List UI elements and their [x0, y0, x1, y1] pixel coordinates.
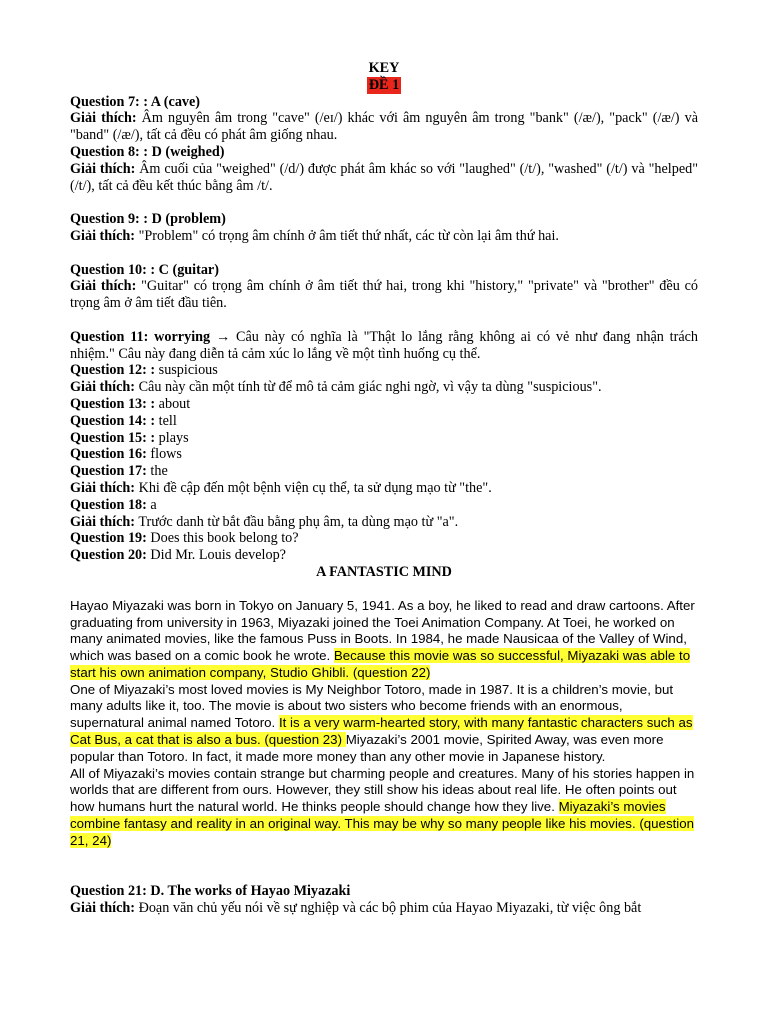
- highlight-q21-24: Miyazaki’s movies combine fantasy and reality in an original way. This may be why so many people like his movies. (question 21, 24): [70, 799, 695, 848]
- doc-header: [70, 60, 698, 94]
- paragraph-2: One of Miyazaki’s most loved movies is My Neighbor Totoro, made in 1987. It is a children’s movie, but many adults like it, too. The movie is about two sisters who become friends with an enormous, supernatural animal named Totoro. It is a very warm-hearted story, with many fantastic characters such as Cat Bus, a cat that is also a bus. (question 23) Miyazaki’s 2001 movie, Spirited Away, was even more popular than Totoro. In fact, it made more money than any other movie in Japanese history.: [70, 681, 693, 764]
- answer-q7: [70, 94, 698, 144]
- explanation-text: "Guitar" có trọng âm chính ở âm tiết thứ hai, trong khi "history," "private" và "brother" đều có trọng âm ở âm tiết đầu tiên.: [70, 278, 698, 312]
- question-heading: Question 21: D. The works of Hayao Miyazaki: [70, 883, 351, 900]
- explanation-text: Âm cuối của "weighed" (/d/) được phát âm khác so với "laughed" (/t/), "washed" (/t/) và "helped" (/t/), tất cả đều kết thúc bằng âm /t/.: [70, 160, 699, 194]
- highlight-q23: It is a very warm-hearted story, with many fantastic characters such as Cat Bus, a cat that is also a bus. (question 23): [70, 715, 693, 748]
- list-item: Giải thích: Câu này cần một tính từ để mô tả cảm giác nghi ngờ, vì vậy ta dùng "suspicious".: [70, 379, 602, 396]
- question-heading: Question 8: : D (weighed): [70, 143, 225, 160]
- explanation-text: "Problem" có trọng âm chính ở âm tiết thứ nhất, các từ còn lại âm thứ hai.: [135, 227, 559, 244]
- answer-q10: [70, 262, 698, 312]
- explanation-text: Âm nguyên âm trong "cave" (/eɪ/) khác với âm nguyên âm trong "bank" (/æ/), "pack" (/æ/) và "band" (/æ/), tất cả đều có phát âm giống nhau.: [70, 110, 698, 144]
- explanation-label: Giải thích:: [70, 160, 136, 177]
- explanation-text: Đoạn văn chủ yếu nói về sự nghiệp và các bộ phim của Hayao Miyazaki, từ việc ông bắt: [135, 900, 642, 917]
- short-answer-list: [70, 362, 698, 564]
- question-heading: Question 9: : D (problem): [70, 211, 226, 228]
- list-item: Question 20: Did Mr. Louis develop?: [70, 547, 286, 564]
- question-heading: Question 11: worrying: [70, 328, 211, 345]
- highlight-q22: Because this movie was so successful, Miyazaki was able to start his own animation company, Studio Ghibli. (question 22): [70, 648, 691, 680]
- list-item: Question 18: a: [70, 496, 157, 513]
- explanation-label: Giải thích:: [70, 227, 136, 244]
- list-item: Question 12: : suspicious: [70, 362, 218, 379]
- list-item: Question 17: the: [70, 463, 168, 480]
- list-item: Question 14: : tell: [70, 412, 177, 429]
- spacer: [70, 850, 698, 867]
- question-heading: Question 7: : A (cave): [70, 93, 201, 110]
- paragraph-3: All of Miyazaki’s movies contain strange but charming people and creatures. Many of his stories happen in worlds that are different from ours. However, they still show his ideas about real life. He often points out how humans hurt the natural world. He thinks people should change how they live. Miyazaki’s movies combine fantasy and reality in an original way. This may be why so many people like his movies. (question 21, 24): [70, 765, 695, 848]
- explanation-label: Giải thích:: [70, 110, 137, 127]
- spacer: [70, 194, 698, 211]
- paragraph-1: Hayao Miyazaki was born in Tokyo on January 5, 1941. As a boy, he liked to read and draw cartoons. After graduating from university in 1963, Miyazaki joined the Toei Animation Company. At Toei, he worked on many animated movies, like the famous Puss in Boots. In 1984, he made Nausicaa of the Valley of Wind, which was based on a comic book he wrote. Because this movie was so successful, Miyazaki was able to start his own animation company, Studio Ghibli. (question 22): [70, 597, 695, 680]
- list-item: Giải thích: Trước danh từ bắt đầu bằng phụ âm, ta dùng mạo từ "a".: [70, 513, 459, 530]
- document-page: [70, 60, 698, 917]
- spacer: [70, 312, 698, 329]
- explanation-label: Giải thích:: [70, 900, 136, 917]
- list-item: Question 13: : about: [70, 395, 191, 412]
- key-heading: KEY: [368, 60, 400, 76]
- reading-passage: [70, 598, 698, 850]
- arrow-icon: →: [210, 328, 236, 345]
- passage-title: A FANTASTIC MIND: [316, 563, 452, 580]
- answer-q11: [70, 329, 698, 363]
- explanation-text: Câu này có nghĩa là "Thật lo lắng rằng không ai có vẻ như đang nhận trách nhiệm." Câu này đang diễn tả cảm xúc lo lắng về một tình huống cụ thể.: [70, 328, 699, 362]
- answer-q21: [70, 883, 698, 917]
- explanation-label: Giải thích:: [70, 278, 137, 295]
- list-item: Question 19: Does this book belong to?: [70, 530, 299, 547]
- list-item: Question 16: flows: [70, 446, 182, 463]
- answer-q8: [70, 144, 698, 194]
- spacer: [70, 245, 698, 262]
- answer-q9: [70, 211, 698, 245]
- spacer: [70, 866, 698, 883]
- list-item: Question 15: : plays: [70, 429, 189, 446]
- de-label: ĐỀ 1: [368, 76, 400, 93]
- list-item: Giải thích: Khi đề cập đến một bệnh viện cụ thể, ta sử dụng mạo từ "the".: [70, 479, 492, 496]
- question-heading: Question 10: : C (guitar): [70, 261, 219, 278]
